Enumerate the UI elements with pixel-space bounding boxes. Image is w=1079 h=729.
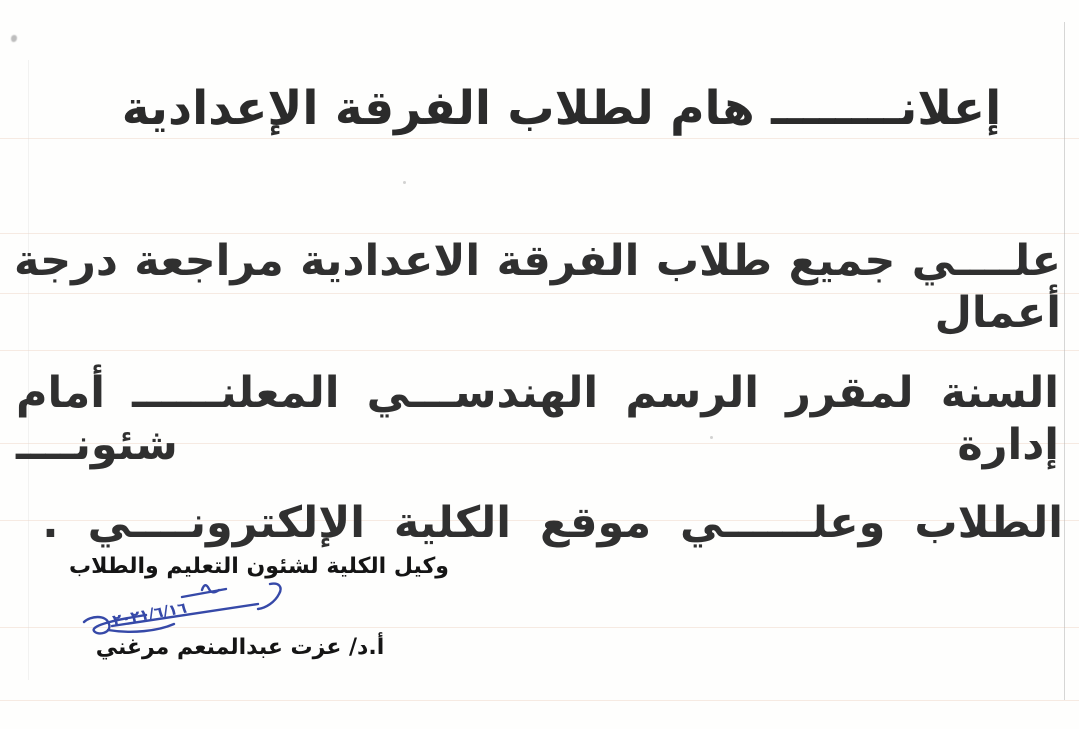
announcement-title: إعلانــــــــ هام لطلاب الفرقة الإعدادية xyxy=(121,81,1002,137)
signature-date: ٢٠٢١/٦/١٦ xyxy=(111,598,189,630)
handwritten-signature xyxy=(64,581,454,635)
signature-block xyxy=(64,554,454,660)
body-line-1: علــــي جميع طلاب الفرقة الاعدادية مراجعة درجة أعمال xyxy=(14,236,1061,338)
body-line-3: الطلاب وعلــــــي موقع الكلية الإلكترونــــي . xyxy=(42,498,1063,548)
signature-scribble xyxy=(74,581,304,635)
scan-artifact-line xyxy=(0,350,1079,351)
signatory-title: وكيل الكلية لشئون التعليم والطلاب xyxy=(69,554,449,579)
scan-artifact-line xyxy=(0,700,1079,701)
scan-smudge xyxy=(11,35,17,42)
scan-artifact-line xyxy=(0,233,1079,234)
scan-speck xyxy=(403,181,406,184)
body-line-2: السنة لمقرر الرسم الهندســـي المعلنــــــ أمام إدارة شئونــــ xyxy=(16,368,1059,470)
scan-artifact-line xyxy=(0,138,1079,139)
signatory-name: أ.د/ عزت عبدالمنعم مرغني xyxy=(95,635,385,660)
